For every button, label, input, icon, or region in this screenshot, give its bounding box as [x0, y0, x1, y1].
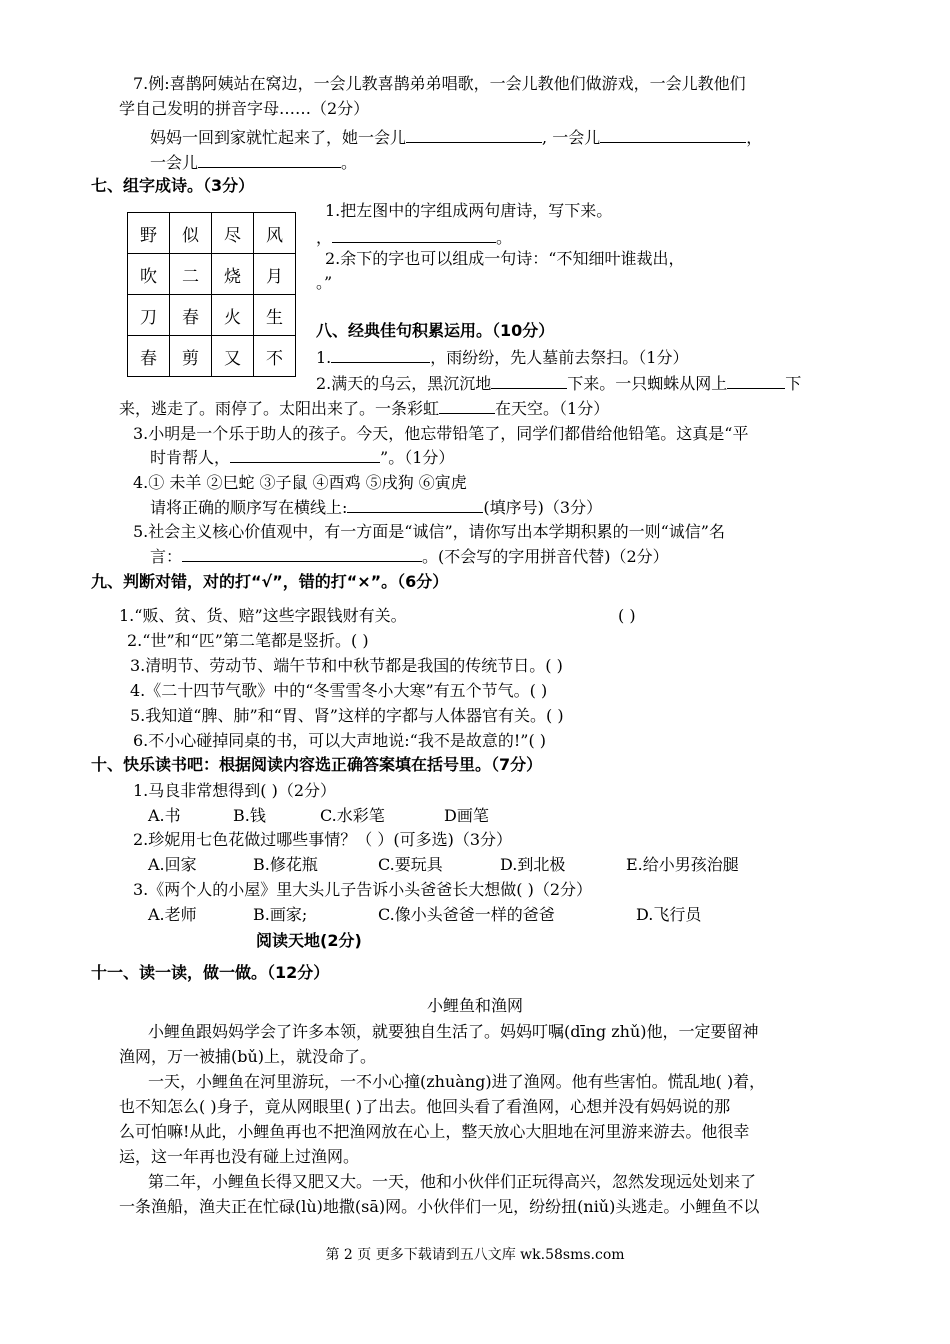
section-8-title: 八、经典佳句积累运用。（10分） — [316, 321, 555, 340]
s8-q2-text-c: 下 — [785, 374, 802, 393]
q7-line4 — [150, 152, 357, 174]
s9-item-4: 4.《二十四节气歌》中的“冬雪雪冬小大寒”有五个节气。( ) — [130, 681, 548, 700]
s8-q3-cont — [150, 447, 454, 469]
story-title: 小鲤鱼和渔网 — [426, 996, 523, 1015]
s7-q2: 2.余下的字也可以组成一句诗：“不知细叶谁裁出， — [325, 249, 685, 268]
s8-q5: 5.社会主义核心价值观中，有一方面是“诚信”，请你写出本学期积累的一则“诚信”名 — [133, 522, 725, 541]
s10-q3-option: D.飞行员 — [636, 905, 702, 924]
s10-q2-option: B.修花瓶 — [253, 855, 318, 874]
q7-line3 — [150, 127, 762, 149]
grid-cell: 尽 — [212, 213, 254, 254]
s10-q1-option: A.书 — [148, 806, 181, 825]
s7-q1-answer — [316, 227, 512, 249]
q7-line4-text-a: 一会儿 — [150, 153, 199, 172]
section-11-title: 十一、读一读，做一做。（12分） — [91, 963, 330, 982]
s7-q2-end: 。” — [316, 273, 333, 292]
page-footer: 第 2 页 更多下载请到五八文库 wk.58sms.com — [325, 1247, 625, 1263]
s10-q3: 3.《两个人的小屋》里大头儿子告诉小头爸爸长大想做( )（2分） — [133, 880, 593, 899]
reading-header: 阅读天地(2分) — [256, 931, 362, 950]
q7-line3-text-a: 妈妈一回到家就忙起来了，她一会儿 — [150, 128, 407, 147]
grid-cell: 刀 — [128, 295, 170, 336]
s8-q1-text: ，雨纷纷，先人墓前去祭扫。（1分） — [430, 348, 689, 367]
grid-cell: 烧 — [212, 254, 254, 295]
s7-q1: 1.把左图中的字组成两句唐诗，写下来。 — [325, 201, 613, 220]
story-line: 运，这一年再也没有碰上过渔网。 — [119, 1147, 360, 1166]
s8-q3-text-c: ”。（1分） — [380, 448, 455, 467]
grid-cell: 又 — [212, 336, 254, 377]
grid-cell: 不 — [254, 336, 296, 377]
story-line: 小鲤鱼跟妈妈学会了许多本领，就要独自生活了。妈妈叮嘱(dīng zhǔ)他，一定要留神 — [148, 1022, 759, 1041]
q7-line4-text-b: 。 — [341, 153, 358, 172]
s7-comma: ， — [316, 228, 333, 247]
q7-blank-3[interactable] — [198, 153, 341, 168]
s8-q5-text-c: 。(不会写的字用拼音代替)（2分） — [422, 547, 669, 566]
s9-item-1-paren[interactable]: ( ) — [618, 606, 636, 625]
grid-cell: 野 — [128, 213, 170, 254]
s10-q3-option: B.画家; — [253, 905, 308, 924]
s8-q5-text-b: 言： — [150, 547, 183, 566]
s8-q2-cont — [119, 398, 609, 420]
story-line: 渔网，万一被捕(bǔ)上，就没命了。 — [119, 1047, 377, 1066]
s8-q2-text-e: 在天空。（1分） — [495, 399, 610, 418]
grid-cell: 吹 — [128, 254, 170, 295]
story-line: 一天，小鲤鱼在河里游玩，一不小心撞(zhuàng)进了渔网。他有些害怕。慌乱地( )着， — [148, 1072, 766, 1091]
s10-q1-option: B.钱 — [233, 806, 266, 825]
s10-q2-option: A.回家 — [148, 855, 197, 874]
s8-blank-7[interactable] — [182, 547, 422, 562]
s8-q4-text-b: 请将正确的顺序写在横线上: — [150, 498, 348, 517]
s7-period: 。 — [496, 228, 513, 247]
s9-item-3: 3.清明节、劳动节、端午节和中秋节都是我国的传统节日。( ) — [130, 656, 563, 675]
s10-q3-option: A.老师 — [148, 905, 197, 924]
s8-q4-cont — [150, 497, 602, 519]
s8-blank-2[interactable] — [491, 374, 567, 389]
s8-blank-3[interactable] — [727, 374, 785, 389]
grid-cell: 剪 — [170, 336, 212, 377]
story-line: 第二年，小鲤鱼长得又肥又大。一天，他和小伙伴们正玩得高兴，忽然发现远处划来了 — [148, 1172, 757, 1191]
grid-cell: 二 — [170, 254, 212, 295]
q7-line2: 学自己发明的拼音字母……（2分） — [119, 99, 370, 118]
s10-q2-option: E.给小男孩治腿 — [626, 855, 739, 874]
section-10-title: 十、快乐读书吧：根据阅读内容选正确答案填在括号里。（7分） — [91, 755, 543, 774]
grid-cell: 火 — [212, 295, 254, 336]
grid-cell: 月 — [254, 254, 296, 295]
s10-q1-option: D画笔 — [444, 806, 489, 825]
q7-line3-text-c: ， — [746, 128, 763, 147]
story-line: 么可怕嘛!从此，小鲤鱼再也不把渔网放在心上，整天放心大胆地在河里游来游去。他很幸 — [119, 1122, 750, 1141]
story-line: 也不知怎么( )身子，竟从网眼里( )了出去。他回头看了看渔网，心想并没有妈妈说的那 — [119, 1097, 731, 1116]
s10-q1-option: C.水彩笔 — [320, 806, 385, 825]
grid-cell: 似 — [170, 213, 212, 254]
s9-item-6: 6.不小心碰掉同桌的书，可以大声地说:“我不是故意的!”( ) — [133, 731, 547, 750]
s8-blank-4[interactable] — [439, 399, 495, 414]
character-grid — [127, 212, 296, 377]
s8-q3-text-b: 时肯帮人， — [150, 448, 231, 467]
section-7-title: 七、组字成诗。（3分） — [91, 176, 255, 195]
s8-q2-text-a: 2.满天的乌云，黑沉沉地 — [316, 374, 492, 393]
s8-q2-text-d: 来，逃走了。雨停了。太阳出来了。一条彩虹 — [119, 399, 440, 418]
s8-blank-1[interactable] — [331, 348, 430, 363]
s8-q1 — [316, 347, 688, 369]
grid-cell: 春 — [170, 295, 212, 336]
s8-q1-num: 1. — [316, 348, 332, 367]
s9-item-1: 1.“贩、贫、货、赔”这些字跟钱财有关。 — [119, 606, 407, 625]
s9-item-5: 5.我知道“脾、肺”和“胃、肾”这样的字都与人体器官有关。( ) — [130, 706, 564, 725]
s8-q2 — [316, 373, 801, 395]
s10-q2: 2.珍妮用七色花做过哪些事情？（ ）(可多选)（3分） — [133, 830, 513, 849]
q7-blank-1[interactable] — [406, 128, 542, 143]
q7-blank-2[interactable] — [600, 128, 746, 143]
s10-q3-option: C.像小头爸爸一样的爸爸 — [378, 905, 555, 924]
s7-blank-1[interactable] — [332, 228, 496, 243]
s10-q2-option: C.要玩具 — [378, 855, 443, 874]
s9-item-2: 2.“世”和“匹”第二笔都是竖折。( ) — [127, 631, 369, 650]
s8-q4: 4.① 未羊 ②巳蛇 ③子鼠 ④酉鸡 ⑤戌狗 ⑥寅虎 — [133, 473, 467, 492]
q7-line3-text-b: , 一会儿 — [542, 128, 601, 147]
s8-q2-text-b: 下来。一只蜘蛛从网上 — [567, 374, 728, 393]
s8-q4-text-c: (填序号)（3分） — [483, 498, 603, 517]
grid-cell: 生 — [254, 295, 296, 336]
grid-cell: 春 — [128, 336, 170, 377]
q7-line1: 7.例:喜鹊阿姨站在窝边，一会儿教喜鹊弟弟唱歌，一会儿教他们做游戏，一会儿教他们 — [133, 74, 746, 93]
s8-blank-5[interactable] — [230, 448, 380, 463]
s10-q2-option: D.到北极 — [500, 855, 566, 874]
s8-q5-cont — [150, 546, 669, 568]
s8-blank-6[interactable] — [347, 498, 483, 513]
section-9-title: 九、判断对错，对的打“√”，错的打“×”。（6分） — [91, 572, 449, 591]
grid-cell: 风 — [254, 213, 296, 254]
s8-q3: 3.小明是一个乐于助人的孩子。今天，他忘带铅笔了，同学们都借给他铅笔。这真是“平 — [133, 424, 749, 443]
s10-q1: 1.马良非常想得到( )（2分） — [133, 781, 337, 800]
story-line: 一条渔船，渔夫正在忙碌(lù)地撒(sā)网。小伙伴们一见，纷纷扭(niǔ)头逃走。小鲤鱼不以 — [119, 1197, 760, 1216]
